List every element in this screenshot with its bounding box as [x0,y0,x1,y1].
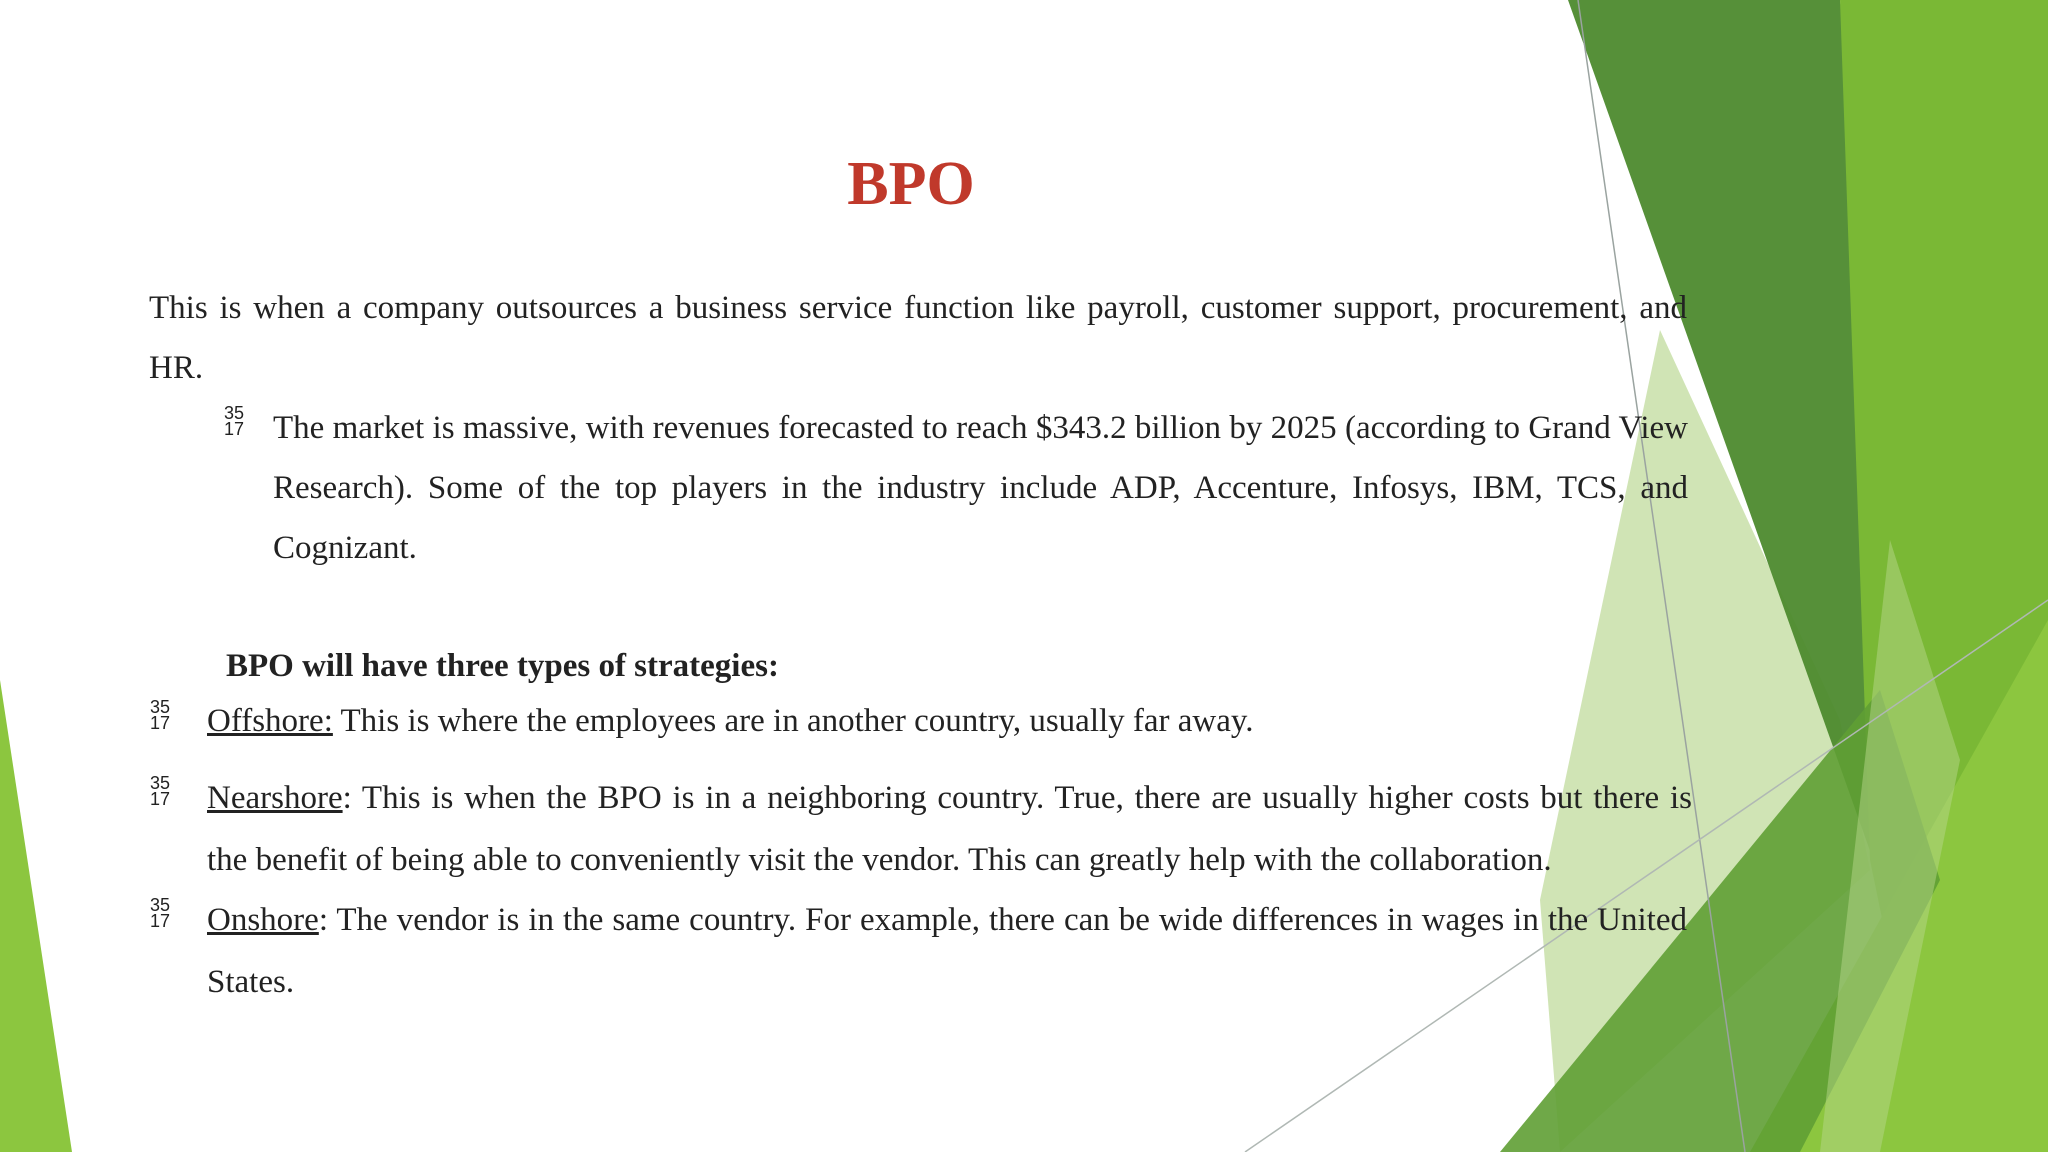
offshore-item [207,691,1692,751]
offshore-text: This is where the employees are in another country, usually far away. [332,703,1254,739]
onshore-bullet: 35 17 [150,895,171,931]
onshore-item [207,889,1687,1013]
nearshore-bullet: 35 17 [150,773,171,809]
market-paragraph: The market is massive, with revenues forecasted to reach $343.2 billion by 2025 (according to Grand View Research). Some of the top players in the industry include ADP, Accenture, Infosys, IBM, TCS, and Cognizant. [273,410,1688,566]
intro-paragraph: This is when a company outsources a business service function like payroll, customer support, procurement, and HR. [149,290,1687,386]
offshore-bullet: 35 17 [150,697,171,733]
nearshore-term: Nearshore [207,780,343,816]
left-green-sliver [0,680,72,1152]
strategies-heading: BPO will have three types of strategies: [226,648,779,684]
market-bullet: 35 17 [224,403,245,439]
onshore-text: : The vendor is in the same country. For example, there can be wide differences in wages in the United States. [207,902,1687,1000]
onshore-term: Onshore [207,902,319,938]
offshore-term: Offshore: [207,703,333,739]
nearshore-text: : This is when the BPO is in a neighboring country. True, there are usually higher costs but there is the benefit of being able to conveniently visit the vendor. This can greatly help with the collaboration. [207,780,1692,878]
nearshore-item [207,767,1692,891]
slide-title: BPO [847,150,975,218]
